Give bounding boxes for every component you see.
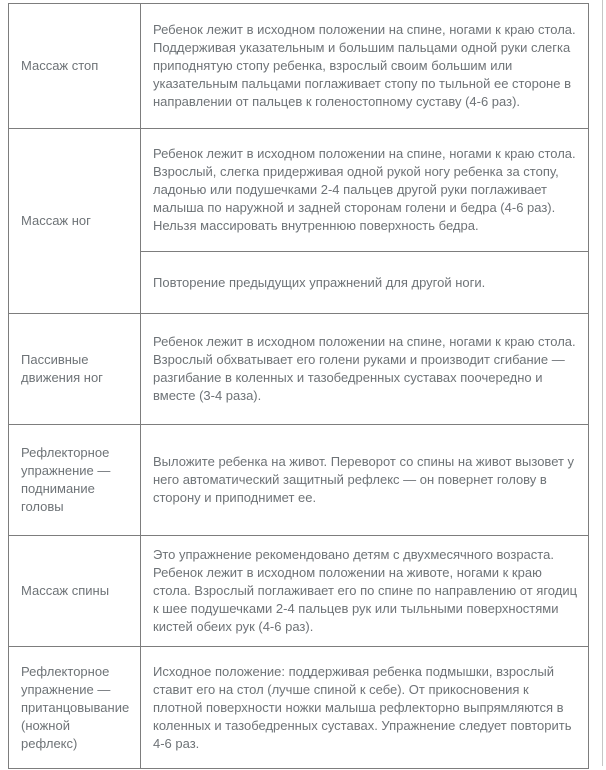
table-row-foot-massage [9,4,589,129]
exercise-name-leg-massage: Массаж ног [9,129,141,314]
table-row-leg-massage [9,129,589,252]
table-row-reflex-dancing [9,647,589,769]
exercise-description-back-massage: Это упражнение рекомендовано детям с двухмесячного возраста. Ребенок лежит в исходном положении на животе, ногами к краю стола. Взрослый поглаживает его по спине по направлению от ягодиц к шее подушечками 2-4 пальцев рук или тыльными поверхностями кистей обеих рук (4-6 раз). [141,536,589,647]
exercise-description-leg-massage: Ребенок лежит в исходном положении на спине, ногами к краю стола. Взрослый, слегка придерживая одной рукой ногу ребенка за стопу, ладонью или подушечками 2-4 пальцев другой руки поглаживает малыша по наружной и задней сторонам голени и бедра (4-6 раз). Нельзя массировать внутреннюю поверхность бедра. [141,129,589,252]
table-row-back-massage [9,536,589,647]
table-row-passive-leg-movements [9,314,589,425]
exercise-description-passive-leg-movements: Ребенок лежит в исходном положении на спине, ногами к краю стола. Взрослый обхватывает его голени руками и производит сгибание — разгибание в коленных и тазобедренных суставах поочередно и вместе (3-4 раза). [141,314,589,425]
exercise-description-reflex-head-raise: Выложите ребенка на живот. Переворот со спины на живот вызовет у него автоматический защитный рефлекс — он повернет голову в сторону и приподнимет ее. [141,425,589,536]
exercise-description-leg-massage-repeat: Повторение предыдущих упражнений для другой ноги. [141,252,589,314]
exercise-name-back-massage: Массаж спины [9,536,141,647]
exercise-table [8,3,589,769]
table-row-reflex-head-raise [9,425,589,536]
exercise-name-reflex-dancing: Рефлекторное упражнение — пританцовывание (ножной рефлекс) [9,647,141,769]
exercise-name-reflex-head-raise: Рефлекторное упражнение — поднимание головы [9,425,141,536]
exercise-description-foot-massage: Ребенок лежит в исходном положении на спине, ногами к краю стола. Поддерживая указательным и большим пальцами одной руки слегка приподнятую стопу ребенка, взрослый своим большим или указательным пальцами поглаживает стопу по тыльной ее стороне в направлении от пальцев к голеностопному суставу (4-6 раз). [141,4,589,129]
exercise-name-foot-massage: Массаж стоп [9,4,141,129]
page-edge-line [602,0,603,766]
exercise-name-passive-leg-movements: Пассивные движения ног [9,314,141,425]
exercise-description-reflex-dancing: Исходное положение: поддерживая ребенка подмышки, взрослый ставит его на стол (лучше спиной к себе). От прикосновения к плотной поверхности ножки малыша рефлекторно выпрямляются в коленных и тазобедренных суставах. Упражнение следует повторить 4-6 раз. [141,647,589,769]
